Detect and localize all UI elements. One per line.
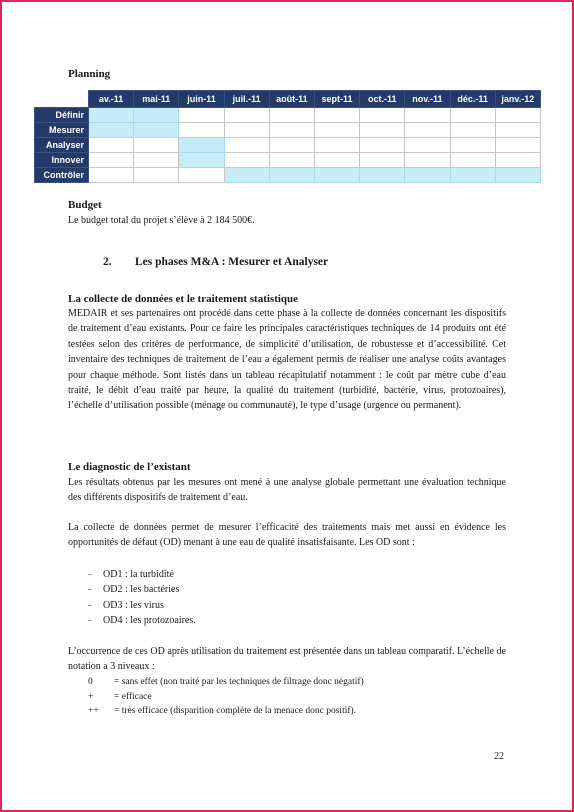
gantt-empty-cell: [314, 108, 359, 123]
page-number: 22: [494, 751, 504, 762]
gantt-empty-cell: [179, 123, 224, 138]
gantt-header-row: [35, 91, 541, 108]
gantt-bar-cell: [179, 153, 224, 168]
gantt-month-header: juil.-11: [224, 91, 269, 108]
gantt-row-label: Innover: [35, 153, 89, 168]
gantt-month-header: juin-11: [179, 91, 224, 108]
diagnostic-text-1: Les résultats obtenus par les mesures ont mené à une analyse globale permettant une évaluation technique des différents dispositifs de traitement d’eau.: [68, 477, 506, 504]
gantt-month-header: av.-11: [89, 91, 134, 108]
gantt-corner: [35, 91, 89, 108]
gantt-empty-cell: [405, 123, 450, 138]
gantt-empty-cell: [314, 153, 359, 168]
budget-title: Budget: [68, 199, 102, 211]
gantt-row-label: Mesurer: [35, 123, 89, 138]
diagnostic-text-3: L’occurrence de ces OD après utilisation du traitement est présentée dans un tableau comparatif. L’échelle de notation a 3 niveaux :: [68, 646, 506, 673]
scale-row: [88, 704, 508, 719]
gantt-empty-cell: [224, 138, 269, 153]
budget-text: Le budget total du projet s’élève à 2 184 500€.: [68, 215, 255, 226]
gantt-empty-cell: [134, 153, 179, 168]
gantt-empty-cell: [89, 153, 134, 168]
gantt-row: [35, 108, 541, 123]
gantt-empty-cell: [224, 123, 269, 138]
gantt-row: [35, 138, 541, 153]
gantt-empty-cell: [450, 138, 495, 153]
diagnostic-text-2: La collecte de données permet de mesurer l’efficacité des traitements mais met aussi en évidence les opportunités de défaut (OD) menant à une eau de qualité insatisfaisante. Les OD sont :: [68, 522, 506, 549]
scale-symbol: ++: [88, 706, 99, 716]
gantt-empty-cell: [179, 108, 224, 123]
collecte-text: MEDAIR et ses partenaires ont procédé dans cette phase à la collecte de données concernant les dispositifs de traitement d’eau existants. Pour ce faire les principales caractéristiques techniques de 14 produits ont été testées selon des critères de performance, de simplicité d’utilisation, de robustesse et d’accessibilité. Cet inventaire des techniques de traitement de l’eau a également permis de réaliser une analyse coûts avantages pour chaque méthode. Sont listés dans un tableau récapitulatif notamment : le coût par mètre cube d’eau traité, le débit d’eau traité par heure, la qualité du traitement (turbidité, bactérie, virus, protozoaires), l’échelle d’utilisation possible (ménage ou communauté), le type d’usage (urgence ou permanent).: [68, 308, 506, 412]
scale-row: [88, 690, 508, 705]
gantt-bar-cell: [224, 168, 269, 183]
list-item: - OD4 : les protozoaires.: [88, 613, 196, 628]
gantt-bar-cell: [405, 168, 450, 183]
rating-scale: [88, 675, 508, 719]
gantt-row-label: Contrôler: [35, 168, 89, 183]
gantt-bar-cell: [314, 168, 359, 183]
gantt-bar-cell: [269, 168, 314, 183]
gantt-empty-cell: [269, 123, 314, 138]
gantt-empty-cell: [450, 108, 495, 123]
gantt-empty-cell: [405, 108, 450, 123]
gantt-empty-cell: [360, 108, 405, 123]
gantt-empty-cell: [269, 153, 314, 168]
gantt-bar-cell: [360, 168, 405, 183]
gantt-empty-cell: [495, 108, 540, 123]
gantt-row: [35, 123, 541, 138]
gantt-bar-cell: [134, 123, 179, 138]
planning-title: Planning: [68, 68, 111, 80]
gantt-empty-cell: [314, 138, 359, 153]
gantt-empty-cell: [495, 123, 540, 138]
scale-symbol: 0: [88, 677, 93, 687]
gantt-row-label: Analyser: [35, 138, 89, 153]
gantt-empty-cell: [405, 153, 450, 168]
gantt-bar-cell: [450, 168, 495, 183]
gantt-empty-cell: [360, 153, 405, 168]
gantt-month-header: nov.-11: [405, 91, 450, 108]
section-title: Les phases M&A : Mesurer et Analyser: [135, 256, 329, 268]
list-item: - OD2 : les bactéries: [88, 582, 196, 597]
gantt-empty-cell: [495, 153, 540, 168]
list-item: - OD1 : la turbidité: [88, 567, 196, 582]
gantt-empty-cell: [360, 138, 405, 153]
gantt-bar-cell: [134, 108, 179, 123]
scale-text: = efficace: [114, 691, 152, 702]
gantt-empty-cell: [495, 138, 540, 153]
planning-gantt-table: [34, 90, 541, 183]
scale-text: = sans effet (non traité par les techniques de filtrage donc négatif): [114, 677, 364, 687]
gantt-bar-cell: [495, 168, 540, 183]
gantt-month-header: janv.-12: [495, 91, 540, 108]
gantt-empty-cell: [360, 123, 405, 138]
gantt-bar-cell: [89, 108, 134, 123]
section-number: 2.: [103, 256, 112, 268]
gantt-empty-cell: [134, 168, 179, 183]
gantt-empty-cell: [450, 153, 495, 168]
od-list: [88, 567, 196, 629]
gantt-empty-cell: [405, 138, 450, 153]
gantt-empty-cell: [134, 138, 179, 153]
gantt-empty-cell: [269, 108, 314, 123]
gantt-month-header: sept-11: [314, 91, 359, 108]
gantt-empty-cell: [269, 138, 314, 153]
gantt-month-header: mai-11: [134, 91, 179, 108]
gantt-bar-cell: [179, 138, 224, 153]
gantt-empty-cell: [450, 123, 495, 138]
gantt-month-header: août-11: [269, 91, 314, 108]
gantt-month-header: déc.-11: [450, 91, 495, 108]
gantt-empty-cell: [224, 153, 269, 168]
gantt-empty-cell: [314, 123, 359, 138]
gantt-empty-cell: [179, 168, 224, 183]
gantt-empty-cell: [224, 108, 269, 123]
gantt-row: [35, 153, 541, 168]
scale-row: [88, 675, 508, 690]
gantt-empty-cell: [89, 168, 134, 183]
list-item: - OD3 : les virus: [88, 598, 196, 613]
gantt-empty-cell: [89, 138, 134, 153]
gantt-bar-cell: [89, 123, 134, 138]
scale-symbol: +: [88, 691, 94, 702]
diagnostic-title: Le diagnostic de l’existant: [68, 461, 191, 473]
gantt-row: [35, 168, 541, 183]
gantt-month-header: oct.-11: [360, 91, 405, 108]
scale-text: = très efficace (disparition complète de la menace donc positif).: [114, 706, 357, 716]
gantt-row-label: Définir: [35, 108, 89, 123]
collecte-title: La collecte de données et le traitement statistique: [68, 293, 299, 305]
